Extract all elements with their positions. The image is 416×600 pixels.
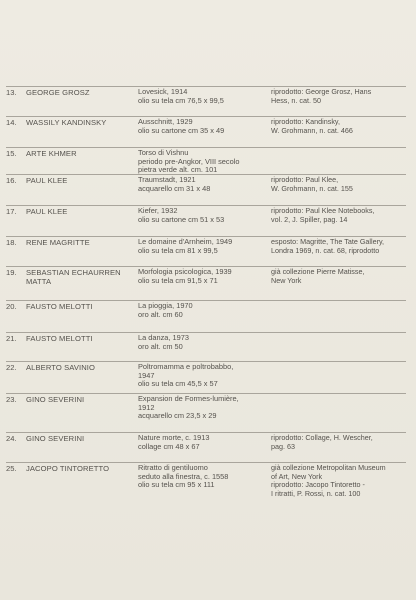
work-details bbox=[138, 88, 266, 105]
provenance-note-line: esposto: Magritte, The Tate Gallery, bbox=[271, 237, 385, 246]
work-details bbox=[138, 395, 266, 421]
work-details-line: 1912 bbox=[138, 402, 155, 412]
work-details bbox=[138, 334, 266, 351]
work-details-line: periodo pre-Angkor, VIII secolo bbox=[138, 156, 240, 166]
catalog-entry bbox=[6, 205, 406, 236]
provenance-note-line: riprodotto: Paul Klee Notebooks, bbox=[271, 206, 375, 215]
work-details-line: olio su cartone cm 35 x 49 bbox=[138, 125, 225, 135]
provenance-note-line: Hess, n. cat. 50 bbox=[271, 95, 321, 105]
provenance-note bbox=[271, 464, 411, 498]
artist-name bbox=[26, 434, 136, 443]
catalog-entry bbox=[6, 361, 406, 393]
entry-number: 20. bbox=[6, 302, 17, 311]
artist-name bbox=[26, 149, 136, 158]
artist-name-line: JACOPO TINTORETTO bbox=[26, 464, 110, 473]
work-details-line: olio su tela cm 76,5 x 99,5 bbox=[138, 95, 224, 105]
provenance-note-line: riprodotto: Collage, H. Wescher, bbox=[271, 433, 373, 442]
artist-name bbox=[26, 363, 136, 372]
provenance-note bbox=[271, 176, 411, 193]
artist-name bbox=[26, 88, 136, 97]
work-details bbox=[138, 434, 266, 451]
provenance-note-line: riprodotto: Paul Klee, bbox=[271, 175, 339, 184]
entry-number: 24. bbox=[6, 434, 17, 443]
entry-number: 23. bbox=[6, 395, 17, 404]
artist-name-line: GINO SEVERINI bbox=[26, 395, 85, 404]
work-details-line: olio su tela cm 95 x 111 bbox=[138, 480, 215, 490]
artist-name bbox=[26, 238, 136, 247]
work-details-line: Traumstadt, 1921 bbox=[138, 175, 196, 184]
work-details-line: olio su cartone cm 51 x 53 bbox=[138, 214, 225, 224]
provenance-note-line: I ritratti, P. Rossi, n. cat. 100 bbox=[271, 488, 361, 498]
provenance-note bbox=[271, 118, 411, 135]
artist-name bbox=[26, 395, 136, 404]
entry-number: 16. bbox=[6, 176, 17, 185]
artist-name bbox=[26, 464, 136, 473]
work-details bbox=[138, 302, 266, 319]
work-details-line: olio su tela cm 81 x 99,5 bbox=[138, 245, 218, 255]
provenance-note-line: vol. 2, J. Spiller, pag. 14 bbox=[271, 214, 348, 224]
artist-name-line: GEORGE GROSZ bbox=[26, 88, 90, 97]
provenance-note-line: pag. 63 bbox=[271, 441, 295, 451]
artist-name-line: PAUL KLEE bbox=[26, 207, 68, 216]
catalog-entry bbox=[6, 147, 406, 174]
artist-name bbox=[26, 334, 136, 343]
artist-name-line: SEBASTIAN ECHAURREN bbox=[26, 268, 121, 277]
catalog-entry bbox=[6, 432, 406, 462]
work-details-line: Le domaine d'Arnheim, 1949 bbox=[138, 237, 233, 246]
catalog-entry bbox=[6, 236, 406, 266]
work-details-line: olio su tela cm 91,5 x 71 bbox=[138, 275, 218, 285]
provenance-note-line: W. Grohmann, n. cat. 466 bbox=[271, 125, 353, 135]
entry-number: 18. bbox=[6, 238, 17, 247]
artist-name-line: MATTA bbox=[26, 277, 52, 286]
work-details-line: Poltromamma e poltrobabbo, bbox=[138, 362, 234, 371]
artist-name-line: GINO SEVERINI bbox=[26, 434, 85, 443]
work-details bbox=[138, 464, 266, 490]
catalog-entry bbox=[6, 116, 406, 147]
catalog-entry bbox=[6, 332, 406, 361]
work-details-line: Kiefer, 1932 bbox=[138, 206, 178, 215]
provenance-note bbox=[271, 434, 411, 451]
work-details bbox=[138, 207, 266, 224]
work-details-line: Nature morte, c. 1913 bbox=[138, 433, 210, 442]
work-details-line: La danza, 1973 bbox=[138, 333, 189, 342]
provenance-note-line: già collezione Metropolitan Museum bbox=[271, 463, 386, 472]
catalog-entry bbox=[6, 266, 406, 300]
artist-name bbox=[26, 268, 136, 286]
provenance-note-line: of Art, New York bbox=[271, 471, 323, 481]
entry-number: 22. bbox=[6, 363, 17, 372]
work-details bbox=[138, 268, 266, 285]
provenance-note-line: riprodotto: Jacopo Tintoretto - bbox=[271, 480, 365, 490]
entry-number: 19. bbox=[6, 268, 17, 277]
entry-number: 21. bbox=[6, 334, 17, 343]
artist-name-line: PAUL KLEE bbox=[26, 176, 68, 185]
artist-name-line: ARTE KHMER bbox=[26, 149, 77, 158]
artist-name bbox=[26, 302, 136, 311]
work-details-line: pietra verde alt. cm. 101 bbox=[138, 165, 218, 175]
catalog-entry bbox=[6, 300, 406, 332]
work-details bbox=[138, 176, 266, 193]
catalog-entry bbox=[6, 393, 406, 432]
artist-name-line: WASSILY KANDINSKY bbox=[26, 118, 107, 127]
work-details bbox=[138, 238, 266, 255]
entry-number: 13. bbox=[6, 88, 17, 97]
work-details-line: Torso di Vishnu bbox=[138, 148, 189, 157]
artist-name bbox=[26, 207, 136, 216]
work-details-line: oro alt. cm 60 bbox=[138, 309, 183, 319]
work-details-line: La pioggia, 1970 bbox=[138, 301, 193, 310]
provenance-note bbox=[271, 207, 411, 224]
work-details-line: Lovesick, 1914 bbox=[138, 87, 188, 96]
work-details-line: oro alt. cm 50 bbox=[138, 341, 183, 351]
catalog-entry bbox=[6, 462, 406, 515]
catalog-entry bbox=[6, 174, 406, 205]
entry-number: 25. bbox=[6, 464, 17, 473]
catalog-list bbox=[6, 86, 406, 515]
artist-name-line: FAUSTO MELOTTI bbox=[26, 302, 93, 311]
work-details bbox=[138, 149, 266, 175]
work-details bbox=[138, 363, 266, 389]
provenance-note-line: Londra 1969, n. cat. 68, riprodotto bbox=[271, 245, 380, 255]
work-details bbox=[138, 118, 266, 135]
artist-name bbox=[26, 176, 136, 185]
entry-number: 15. bbox=[6, 149, 17, 158]
entry-number: 14. bbox=[6, 118, 17, 127]
work-details-line: collage cm 48 x 67 bbox=[138, 441, 200, 451]
artist-name-line: FAUSTO MELOTTI bbox=[26, 334, 93, 343]
work-details-line: olio su tela cm 45,5 x 57 bbox=[138, 379, 218, 389]
artist-name bbox=[26, 118, 136, 127]
work-details-line: Ausschnitt, 1929 bbox=[138, 117, 193, 126]
provenance-note bbox=[271, 238, 411, 255]
work-details-line: Ritratto di gentiluomo bbox=[138, 463, 208, 472]
artist-name-line: RENE MAGRITTE bbox=[26, 238, 90, 247]
work-details-line: seduto alla finestra, c. 1558 bbox=[138, 471, 229, 481]
provenance-note-line: già collezione Pierre Matisse, bbox=[271, 267, 365, 276]
work-details-line: Morfologia psicologica, 1939 bbox=[138, 267, 232, 276]
work-details-line: acquarello cm 23,5 x 29 bbox=[138, 411, 217, 421]
provenance-note-line: W. Grohmann, n. cat. 155 bbox=[271, 183, 353, 193]
artist-name-line: ALBERTO SAVINIO bbox=[26, 363, 96, 372]
provenance-note bbox=[271, 268, 411, 285]
catalog-entry bbox=[6, 86, 406, 116]
provenance-note bbox=[271, 88, 411, 105]
work-details-line: 1947 bbox=[138, 370, 155, 380]
provenance-note-line: New York bbox=[271, 275, 302, 285]
work-details-line: Expansion de Formes-lumière, bbox=[138, 394, 239, 403]
provenance-note-line: riprodotto: Kandinsky, bbox=[271, 117, 340, 126]
entry-number: 17. bbox=[6, 207, 17, 216]
work-details-line: acquarello cm 31 x 48 bbox=[138, 183, 211, 193]
provenance-note-line: riprodotto: George Grosz, Hans bbox=[271, 87, 372, 96]
